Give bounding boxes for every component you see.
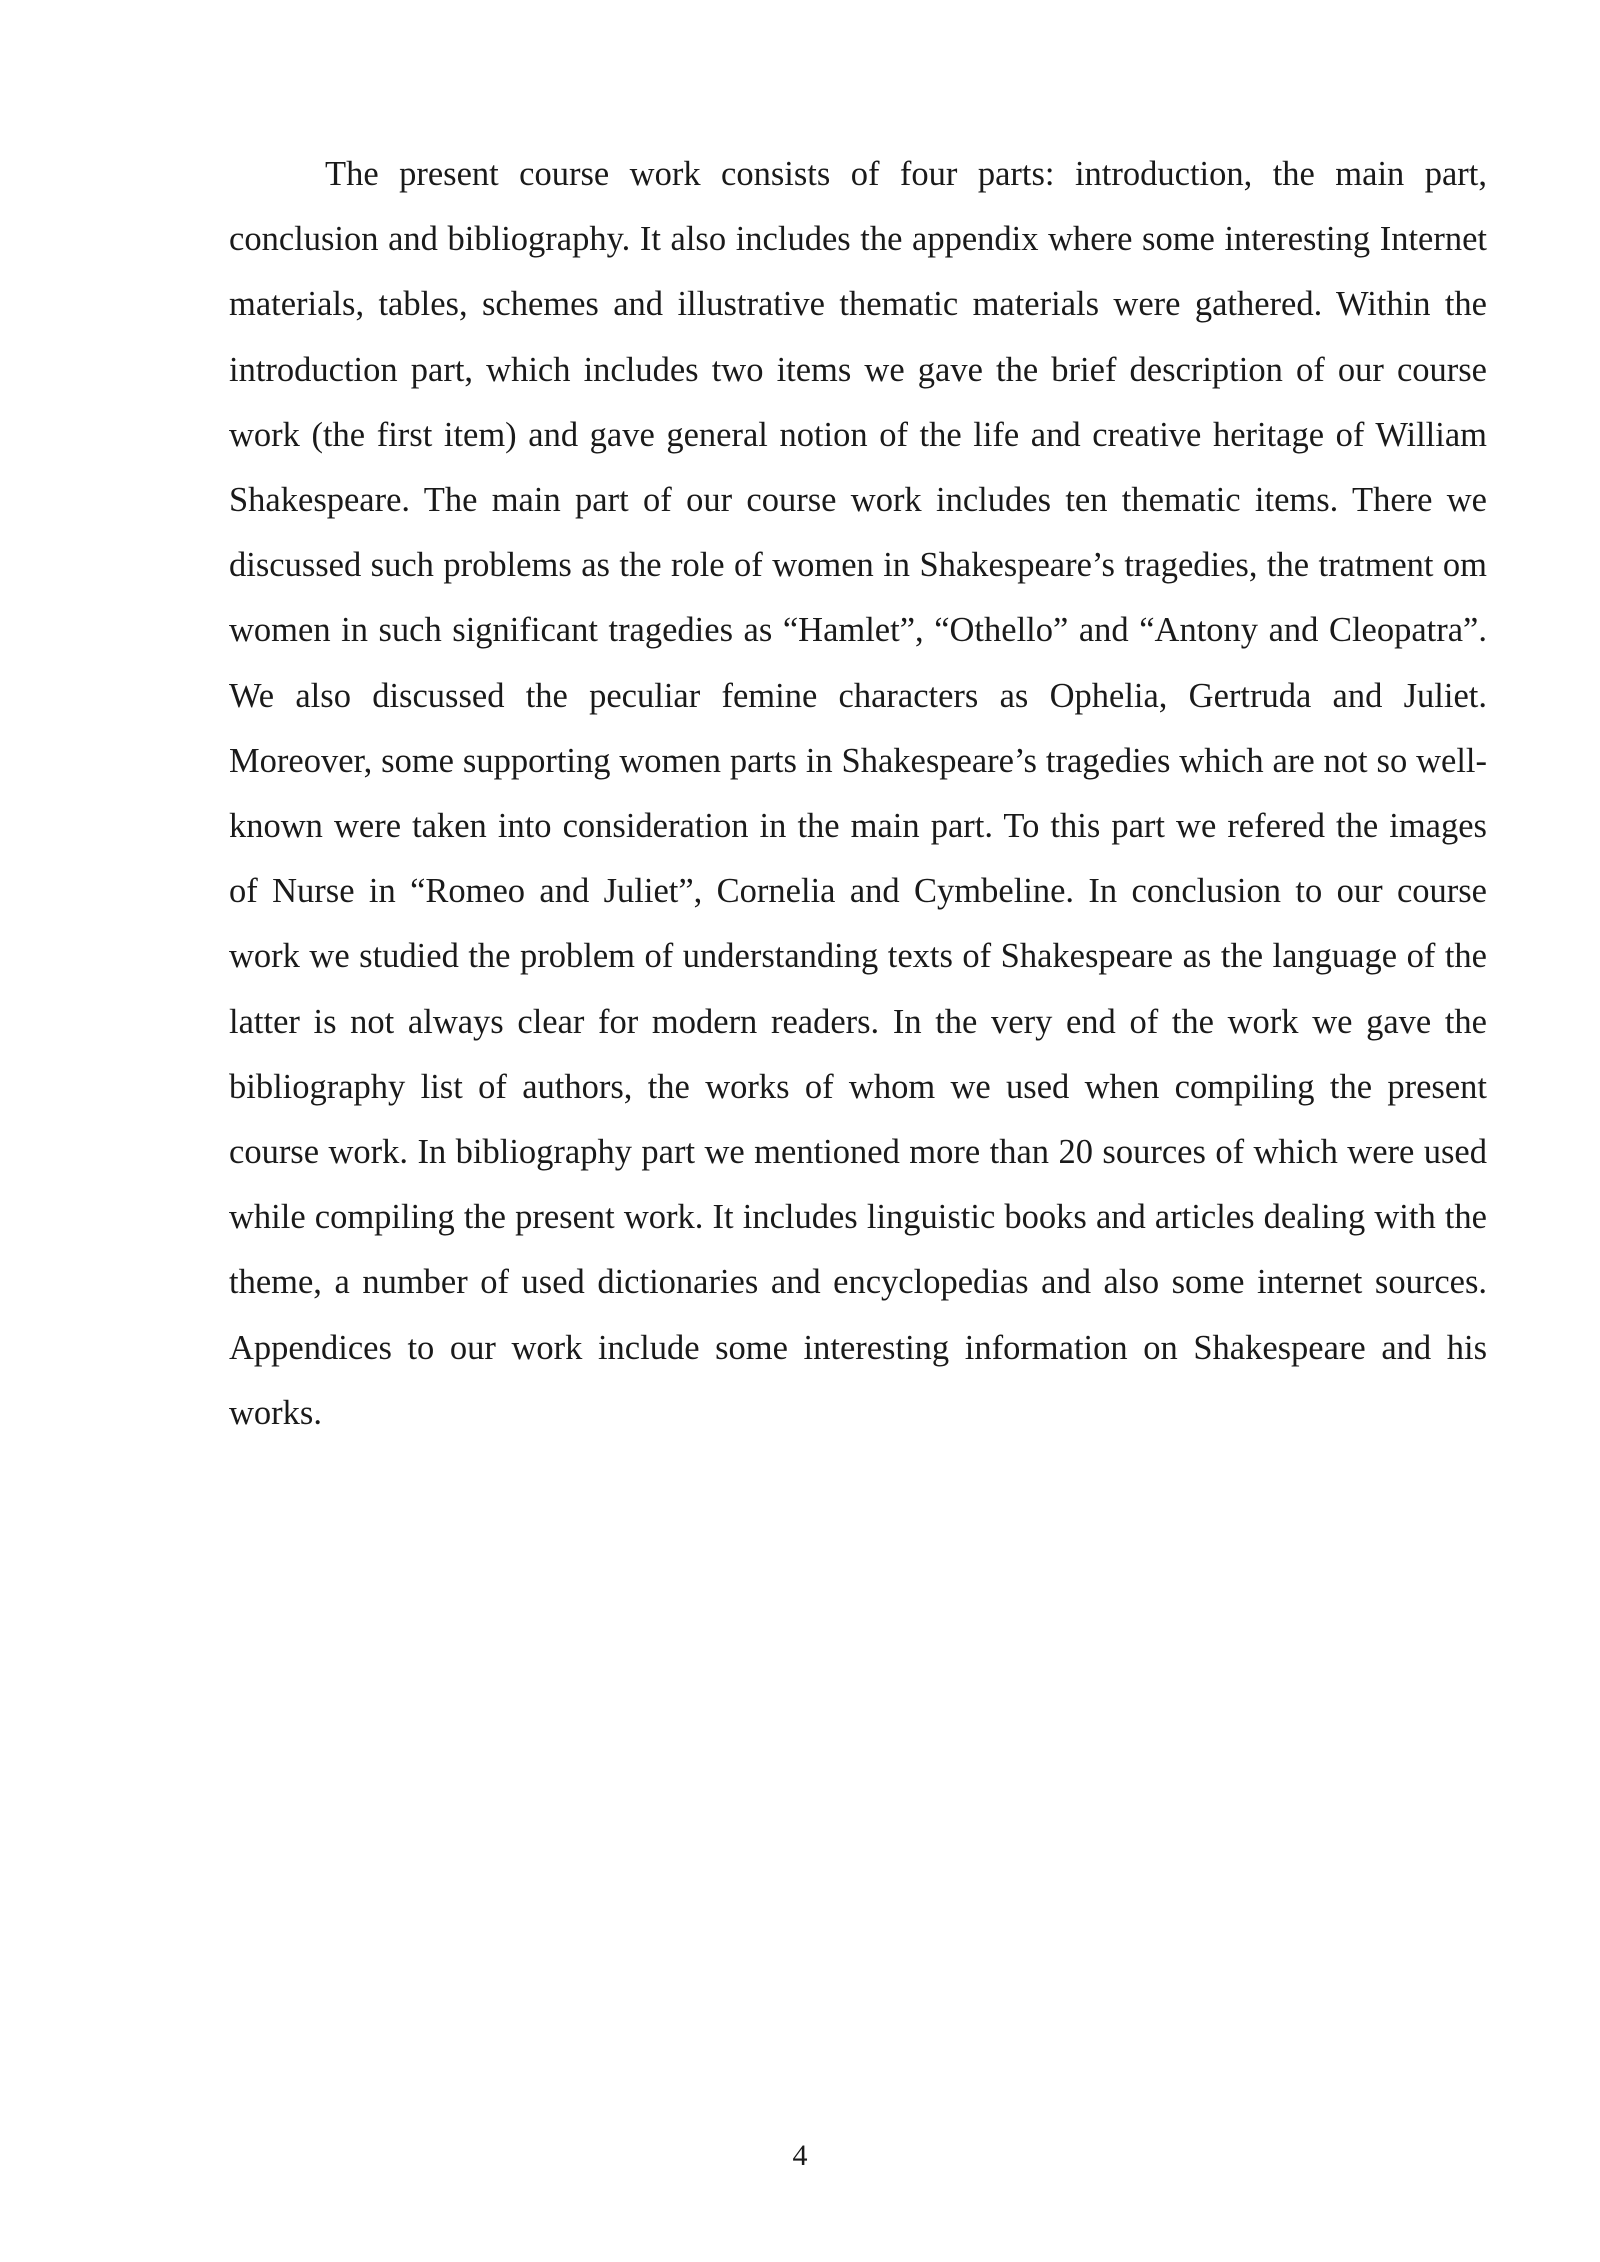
page-number: 4: [792, 2139, 808, 2172]
body-paragraph: The present course work consists of four parts: introduction, the main part, conclusion and bibliography. It also includes the appendix where some interesting Internet materials, tables, schemes and illustrative thematic materials were gathered. Within the introduction part, which includes two items we gave the brief description of our course work (the first item) and gave general notion of the life and creative heritage of William Shakespeare. The main part of our course work includes ten thematic items. There we discussed such problems as the role of women in Shakespeare’s tragedies, the tratment om women in such significant tragedies as “Hamlet”, “Othello” and “Antony and Cleopatra”. We also discussed the peculiar femine characters as Ophelia, Gertruda and Juliet. Moreover, some supporting women parts in Shakespeare’s tragedies which are not so well-known were taken into consideration in the main part. To this part we refered the images of Nurse in “Romeo and Juliet”, Cornelia and Cymbeline. In conclusion to our course work we studied the problem of understanding texts of Shakespeare as the language of the latter is not always clear for modern readers. In the very end of the work we gave the bibliography list of authors, the works of whom we used when compiling the present course work. In bibliography part we mentioned more than 20 sources of which were used while compiling the present work. It includes linguistic books and articles dealing with the theme, a number of used dictionaries and encyclopedias and also some internet sources. Appendices to our work include some interesting information on Shakespeare and his works.: [229, 155, 1487, 1432]
